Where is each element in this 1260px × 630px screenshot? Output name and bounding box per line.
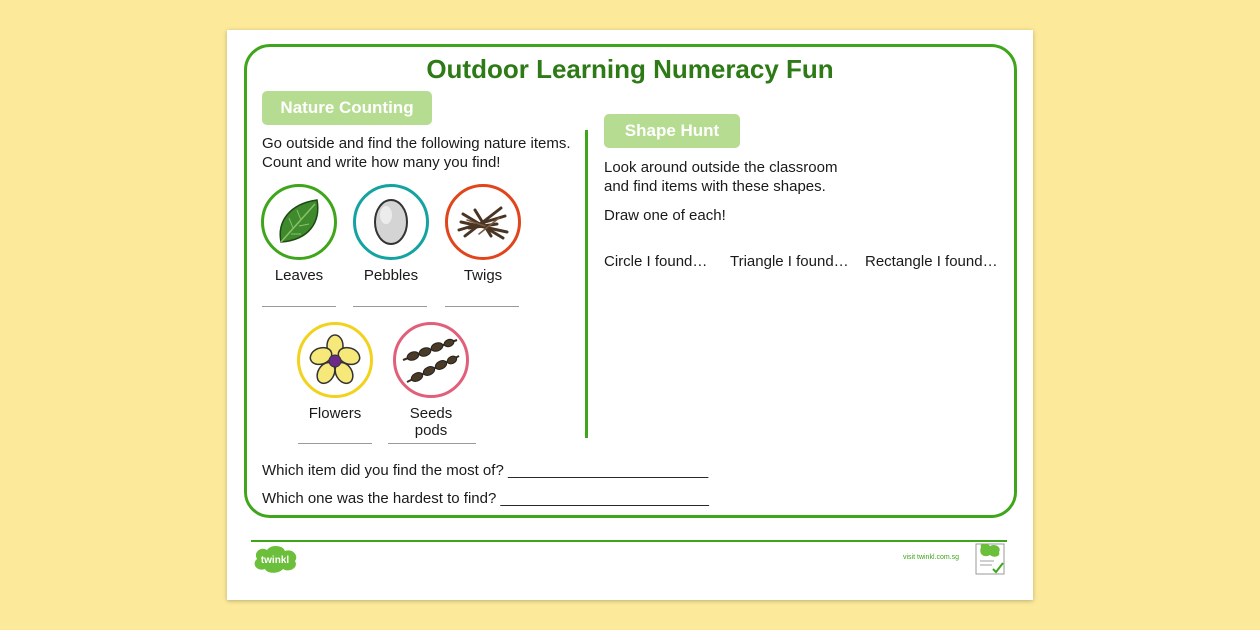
flowers-circle xyxy=(297,322,373,398)
pebbles-item xyxy=(353,184,429,284)
pebble-icon xyxy=(371,197,411,247)
column-divider xyxy=(585,130,588,438)
leaf-icon xyxy=(275,196,323,248)
nature-instruction-2: Count and write how many you find! xyxy=(262,154,501,171)
leaves-answer-line xyxy=(262,306,336,307)
circle-found-label: Circle I found… xyxy=(604,253,708,270)
shape-instruction-1: Look around outside the classroom xyxy=(604,159,838,176)
footer-divider xyxy=(251,540,1007,542)
question-most-found: Which item did you find the most of? ________________________ xyxy=(262,462,709,479)
leaves-circle xyxy=(261,184,337,260)
triangle-found-label: Triangle I found… xyxy=(730,253,849,270)
flower-icon xyxy=(309,334,361,386)
svg-text:twinkl: twinkl xyxy=(260,555,290,566)
question-hardest: Which one was the hardest to find? _________________________ xyxy=(262,490,710,507)
pebbles-circle xyxy=(353,184,429,260)
footer-url: visit twinkl.com.sg xyxy=(903,554,960,561)
rectangle-found-label: Rectangle I found… xyxy=(865,253,998,270)
twigs-item xyxy=(445,184,521,284)
pebbles-answer-line xyxy=(353,306,427,307)
flowers-label: Flowers xyxy=(308,405,362,422)
shape-instruction-3: Draw one of each! xyxy=(604,207,726,224)
nature-counting-heading: Nature Counting xyxy=(262,91,432,125)
quality-badge-icon xyxy=(975,543,1005,575)
shape-instruction-2: and find items with these shapes. xyxy=(604,178,826,195)
nature-instruction-1: Go outside and find the following nature items. xyxy=(262,135,571,152)
seeds-pods-label: Seeds pods xyxy=(409,405,453,439)
twigs-icon xyxy=(455,200,511,244)
twigs-label: Twigs xyxy=(463,267,503,284)
shape-hunt-heading: Shape Hunt xyxy=(604,114,740,148)
seeds-pods-circle xyxy=(393,322,469,398)
twigs-circle xyxy=(445,184,521,260)
seeds-pods-answer-line xyxy=(388,443,476,444)
leaves-label: Leaves xyxy=(274,267,324,284)
leaves-item xyxy=(261,184,337,284)
twigs-answer-line xyxy=(445,306,519,307)
worksheet-page xyxy=(227,30,1033,600)
seeds-pods-item xyxy=(393,322,469,439)
seed-pods-icon xyxy=(401,334,461,386)
twinkl-logo xyxy=(251,544,301,574)
flowers-answer-line xyxy=(298,443,372,444)
page-title: Outdoor Learning Numeracy Fun xyxy=(426,54,834,84)
pebbles-label: Pebbles xyxy=(363,267,419,284)
flowers-item xyxy=(297,322,373,422)
